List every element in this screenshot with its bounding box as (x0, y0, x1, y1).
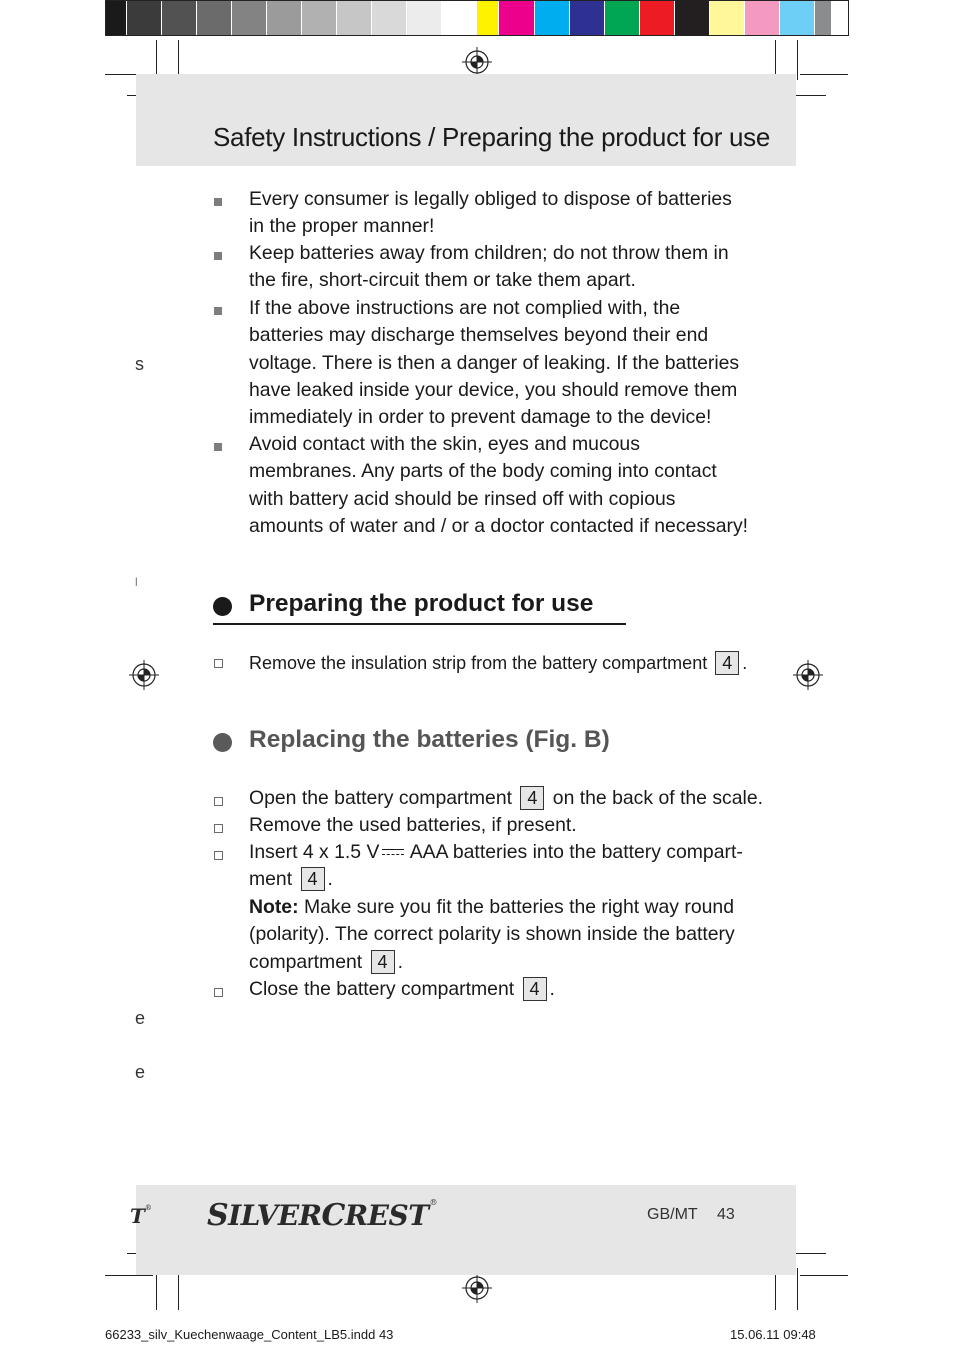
slug-filename: 66233_silv_Kuechenwaage_Content_LB5.indd 43 (105, 1327, 394, 1342)
safety-bullet: Keep batteries away from children; do not throw them in the fire, short-circuit them or take them apart. (249, 242, 729, 292)
part-ref-badge: 4 (301, 867, 325, 891)
replacing-step (249, 976, 555, 1003)
step-text: AAA batteries into the battery compart- (409, 841, 743, 863)
safety-bullet: If the above instructions are not complied with, the batteries may discharge themselves beyond their end voltage. There is then a danger of leaking. If the batteries have leaked inside your device, you should remove them immediately in order to prevent damage to the device! (249, 297, 740, 429)
margin-fragment: s (135, 354, 144, 374)
part-ref-badge: 4 (715, 651, 739, 675)
calibration-swatch (267, 0, 302, 36)
step-end: . (549, 978, 555, 1000)
calibration-swatch (745, 0, 780, 36)
calibration-swatch (710, 0, 745, 36)
section-heading-preparing: Preparing the product for use (249, 590, 594, 617)
adjacent-page-brand: T® (130, 1204, 152, 1228)
part-ref-badge: 4 (523, 977, 547, 1001)
crop-mark (105, 1275, 153, 1276)
step-text: Open the battery compartment (249, 787, 512, 809)
bullet-icon (214, 198, 222, 206)
step-text: ment (249, 868, 293, 890)
page-title: Safety Instructions / Preparing the product for use (213, 122, 771, 152)
note-label: Note: (249, 896, 299, 918)
step-end: . (327, 868, 333, 890)
step-text: Insert 4 x 1.5 V (249, 841, 380, 863)
replacing-step: Remove the used batteries, if present. (249, 814, 577, 836)
replacing-step (249, 785, 763, 812)
calibration-swatch (815, 0, 832, 36)
registration-target-icon (129, 660, 159, 690)
calibration-swatch (640, 0, 675, 36)
crop-mark (797, 40, 798, 80)
calibration-swatch (105, 0, 127, 36)
calibration-swatch (675, 0, 710, 36)
step-checkbox-icon (214, 988, 223, 997)
section-underline (213, 623, 626, 625)
margin-fragment: e (135, 1008, 146, 1028)
page-locale: GB/MT (647, 1206, 698, 1223)
bullet-icon (214, 252, 222, 260)
step-end: . (742, 653, 748, 673)
step-checkbox-icon (214, 851, 223, 860)
calibration-swatch (477, 0, 499, 36)
calibration-swatch (499, 0, 535, 36)
note-end: . (397, 950, 403, 973)
registration-target-icon (462, 47, 492, 77)
calibration-swatch (780, 0, 815, 36)
step-checkbox-icon (214, 659, 223, 668)
crop-mark (797, 1268, 798, 1310)
step-text: Close the battery compartment (249, 978, 515, 1000)
registration-target-icon (793, 660, 823, 690)
step-text: Remove the insulation strip from the battery compartment (249, 653, 708, 673)
calibration-swatch (605, 0, 640, 36)
replacing-step (249, 839, 743, 866)
calibration-swatch (127, 0, 162, 36)
crop-mark (800, 1275, 848, 1276)
registration-target-icon (462, 1273, 492, 1303)
step-checkbox-icon (214, 797, 223, 806)
section-bullet-icon (213, 597, 232, 616)
margin-fragment: e (135, 1062, 146, 1082)
section-bullet-icon (213, 733, 232, 752)
page-number: 43 (717, 1206, 735, 1223)
battery-note (249, 894, 744, 976)
preparing-step (249, 651, 747, 675)
calibration-swatch (197, 0, 232, 36)
color-calibration-bar (105, 0, 832, 36)
calibration-swatch (535, 0, 570, 36)
slug-timestamp: 15.06.11 09:48 (730, 1327, 816, 1342)
bullet-icon (214, 443, 222, 451)
dc-current-icon (382, 848, 404, 858)
step-checkbox-icon (214, 824, 223, 833)
calibration-swatch (442, 0, 477, 36)
bullet-icon (214, 307, 222, 315)
margin-fragment: l (135, 575, 138, 589)
part-ref-badge: 4 (371, 950, 395, 974)
step-text: on the back of the scale. (552, 787, 763, 809)
crop-mark (800, 74, 848, 75)
part-ref-badge: 4 (520, 786, 544, 810)
brand-logo: SILVERCREST® (207, 1198, 438, 1233)
calibration-swatch (162, 0, 197, 36)
calibration-swatch (407, 0, 442, 36)
replacing-step-cont (249, 866, 333, 893)
note-text: Make sure you fit the batteries the right way round (polarity). The correct polarity is shown inside the battery compartment (249, 896, 735, 973)
calibration-swatch (570, 0, 605, 36)
section-heading-replacing: Replacing the batteries (Fig. B) (249, 726, 610, 753)
safety-bullet: Every consumer is legally obliged to dispose of batteries in the proper manner! (249, 188, 732, 238)
calibration-swatch (372, 0, 407, 36)
safety-bullet: Avoid contact with the skin, eyes and mucous membranes. Any parts of the body coming into contact with battery acid should be rinsed off with copious amounts of water and / or a doctor contacted if necessary! (249, 433, 749, 537)
calibration-swatch (337, 0, 372, 36)
calibration-swatch (302, 0, 337, 36)
calibration-swatch (232, 0, 267, 36)
